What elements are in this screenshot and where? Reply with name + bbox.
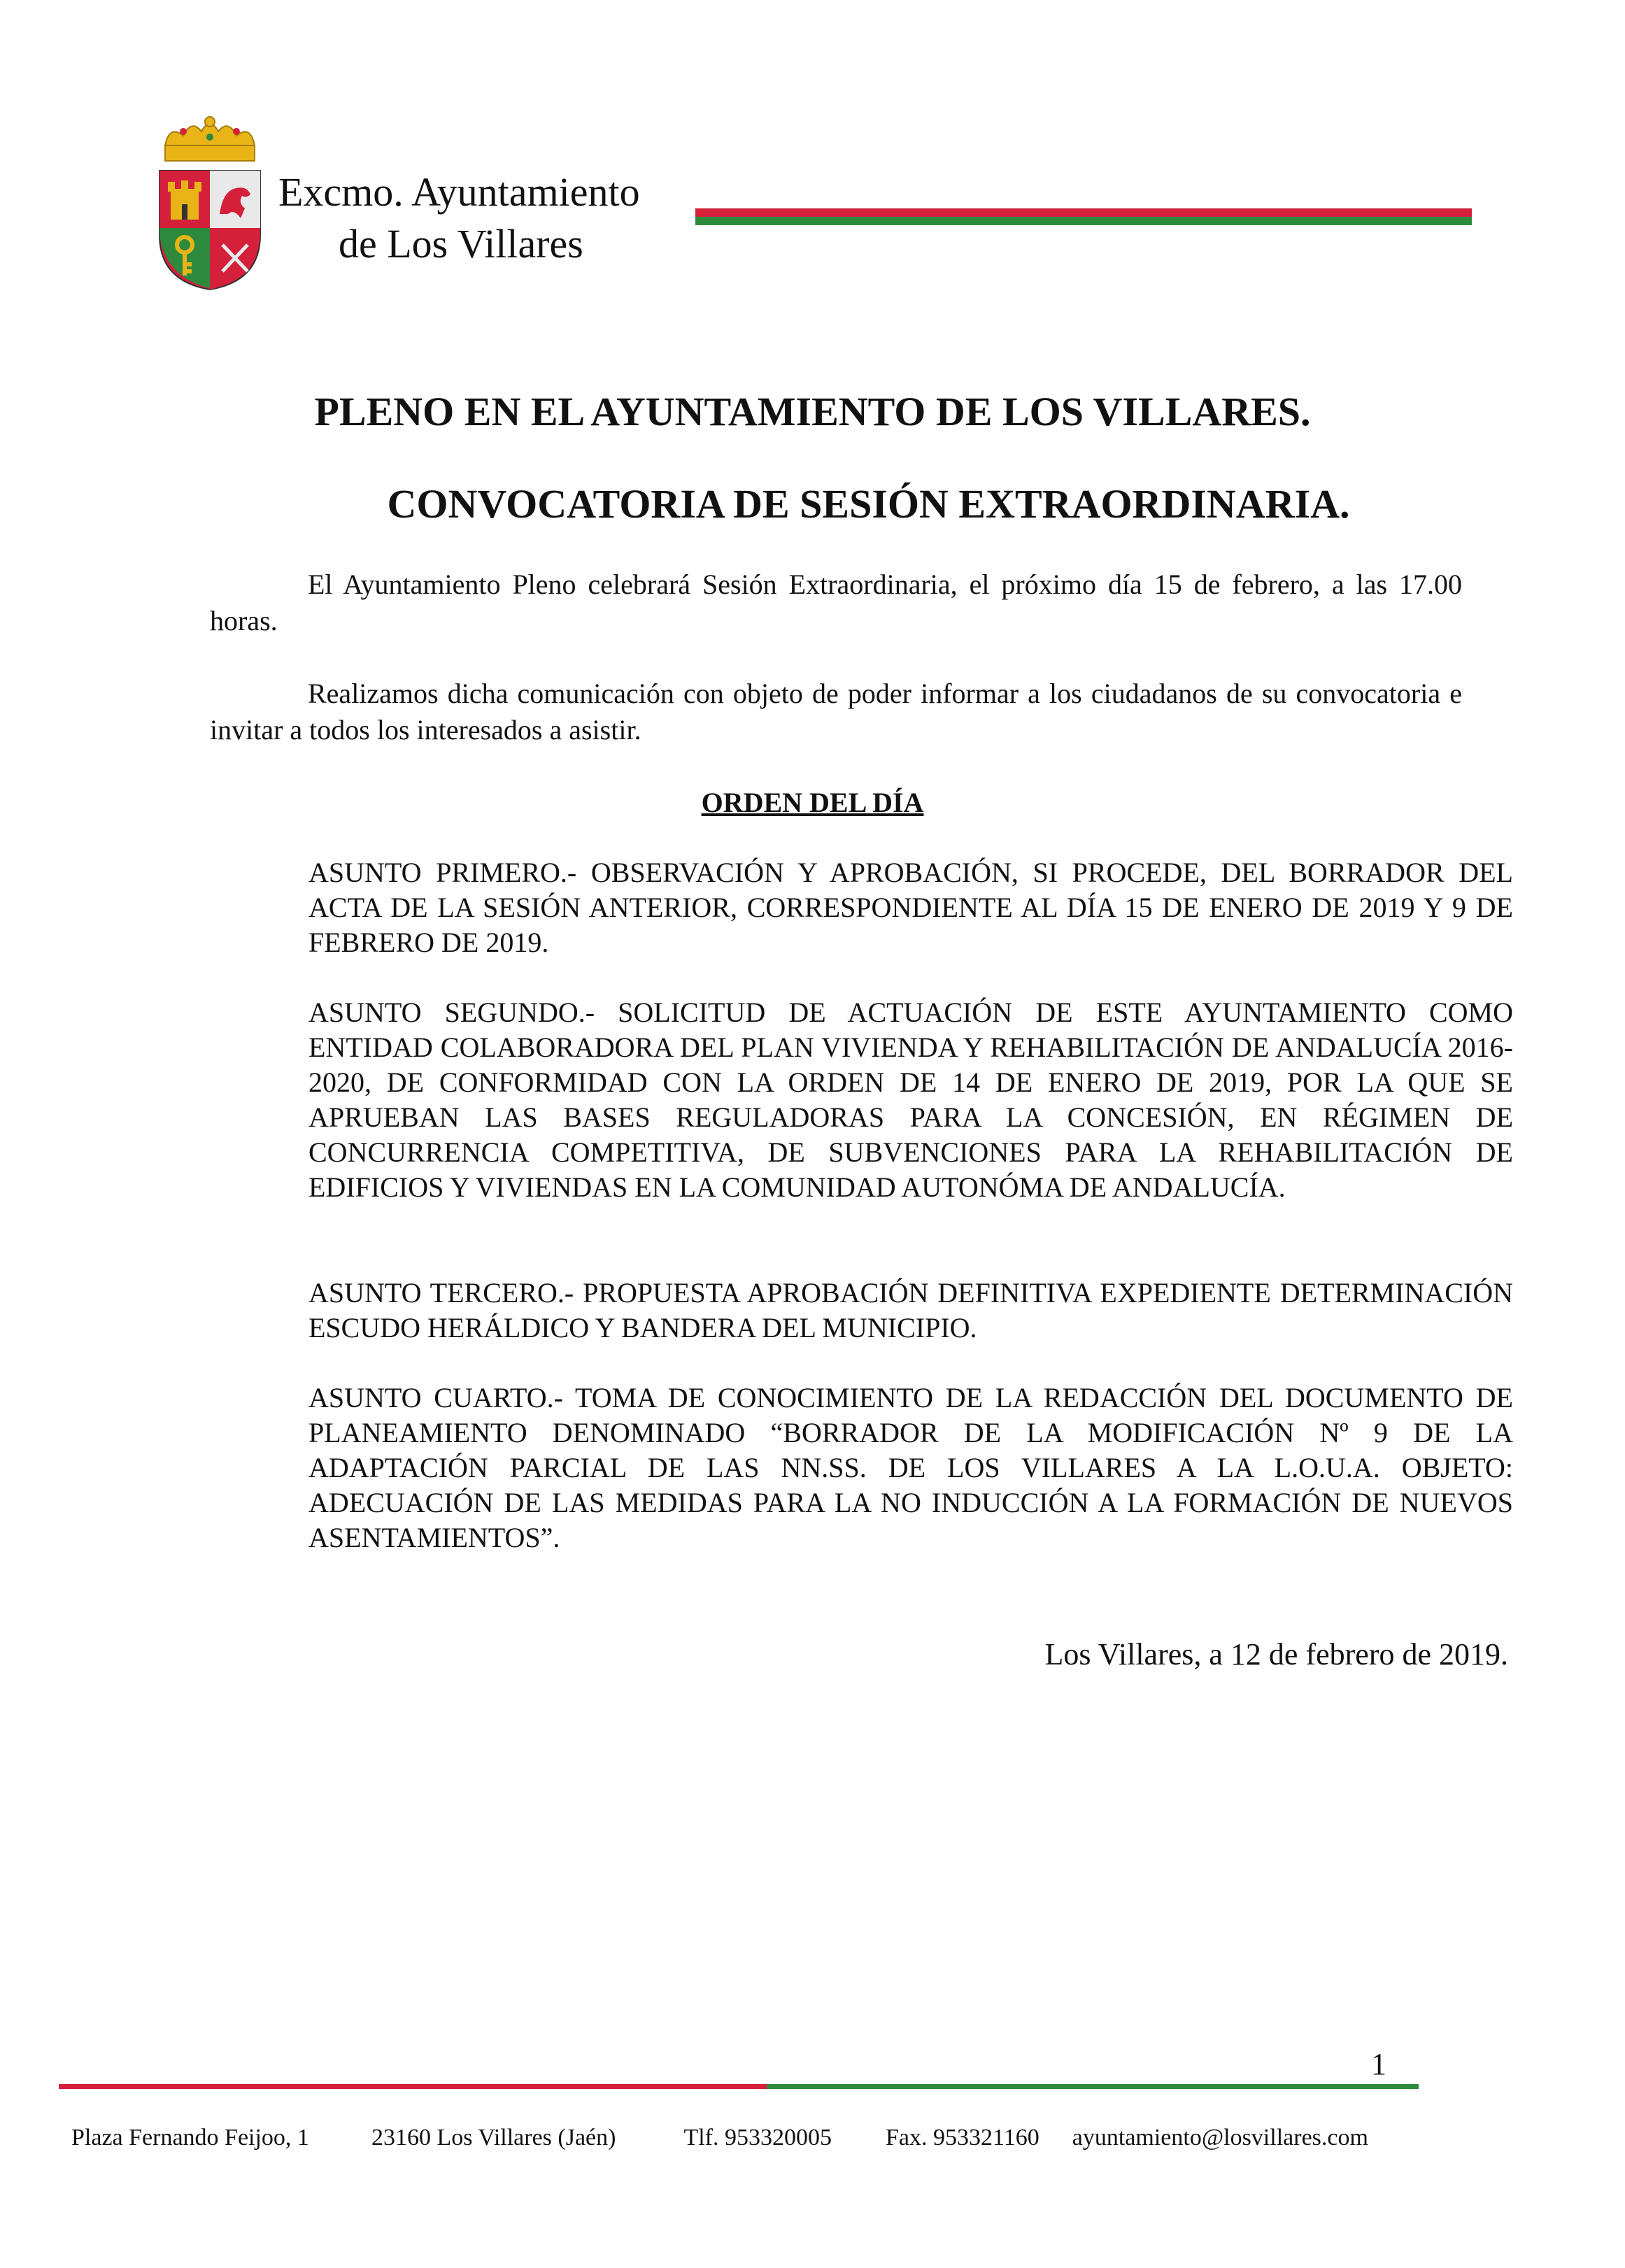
agenda-heading: ORDEN DEL DÍA xyxy=(701,787,924,818)
organization-name-line1: Excmo. Ayuntamiento xyxy=(278,169,640,215)
footer-postal: 23160 Los Villares (Jaén) xyxy=(371,2125,616,2151)
footer-contact xyxy=(71,2125,1368,2151)
agenda-item-1: ASUNTO PRIMERO.- OBSERVACIÓN Y APROBACIÓN, SI PROCEDE, DEL BORRADOR DEL ACTA DE LA SESIÓN ANTERIOR, CORRESPONDIENTE AL DÍA 15 DE ENERO DE 2019 Y 9 DE FEBRERO DE 2019. xyxy=(308,857,1513,958)
intro-paragraph: El Ayuntamiento Pleno celebrará Sesión Extraordinaria, el próximo día 15 de febrero, a las 17.00 horas. xyxy=(210,569,1462,636)
coat-of-arms-logo xyxy=(155,116,264,292)
footer-address: Plaza Fernando Feijoo, 1 xyxy=(71,2125,309,2151)
footer-fax: Fax. 953321160 xyxy=(886,2125,1039,2151)
agenda-item-2: ASUNTO SEGUNDO.- SOLICITUD DE ACTUACIÓN DE ESTE AYUNTAMIENTO COMO ENTIDAD COLABORADORA DEL PLAN VIVIENDA Y REHABILITACIÓN DE ANDALUCÍA 2016-2020, DE CONFORMIDAD CON LA ORDEN DE 14 DE ENERO DE 2019, POR LA QUE SE APRUEBAN LAS BASES REGULADORAS PARA LA CONCESIÓN, EN RÉGIMEN DE CONCURRENCIA COMPETITIVA, DE SUBVENCIONES PARA LA REHABILITACIÓN DE EDIFICIOS Y VIVIENDAS EN LA COMUNIDAD AUTONÓMA DE ANDALUCÍA. xyxy=(308,997,1513,1203)
document-subtitle: CONVOCATORIA DE SESIÓN EXTRAORDINARIA. xyxy=(387,481,1350,527)
organization-name-line2: de Los Villares xyxy=(339,221,583,266)
agenda-item-4: ASUNTO CUARTO.- TOMA DE CONOCIMIENTO DE LA REDACCIÓN DEL DOCUMENTO DE PLANEAMIENTO DENOMINADO “BORRADOR DE LA MODIFICACIÓN Nº 9 DE LA ADAPTACIÓN PARCIAL DE LAS NN.SS. DE LOS VILLARES A LA L.O.U.A. OBJETO: ADECUACIÓN DE LAS MEDIDAS PARA LA NO INDUCCIÓN A LA FORMACIÓN DE NUEVOS ASENTAMIENTOS”. xyxy=(308,1382,1513,1553)
footer-phone: Tlf. 953320005 xyxy=(683,2125,832,2151)
crown-icon xyxy=(165,117,255,161)
document-title: PLENO EN EL AYUNTAMIENTO DE LOS VILLARES. xyxy=(314,389,1311,434)
header-band-green xyxy=(695,217,1472,225)
agenda-item-3: ASUNTO TERCERO.- PROPUESTA APROBACIÓN DEFINITIVA EXPEDIENTE DETERMINACIÓN ESCUDO HERÁLDICO Y BANDERA DEL MUNICIPIO. xyxy=(308,1277,1513,1343)
header-band-red xyxy=(695,208,1472,217)
footer-band-green xyxy=(767,2084,1419,2089)
purpose-paragraph: Realizamos dicha comunicación con objeto de poder informar a los ciudadanos de su convocatoria e invitar a todos los interesados a asistir. xyxy=(210,678,1462,746)
page-number: 1 xyxy=(1371,2047,1386,2081)
place-and-date: Los Villares, a 12 de febrero de 2019. xyxy=(1044,1637,1508,1671)
footer-email[interactable]: ayuntamiento@losvillares.com xyxy=(1072,2125,1368,2151)
footer-band-red xyxy=(59,2084,767,2089)
